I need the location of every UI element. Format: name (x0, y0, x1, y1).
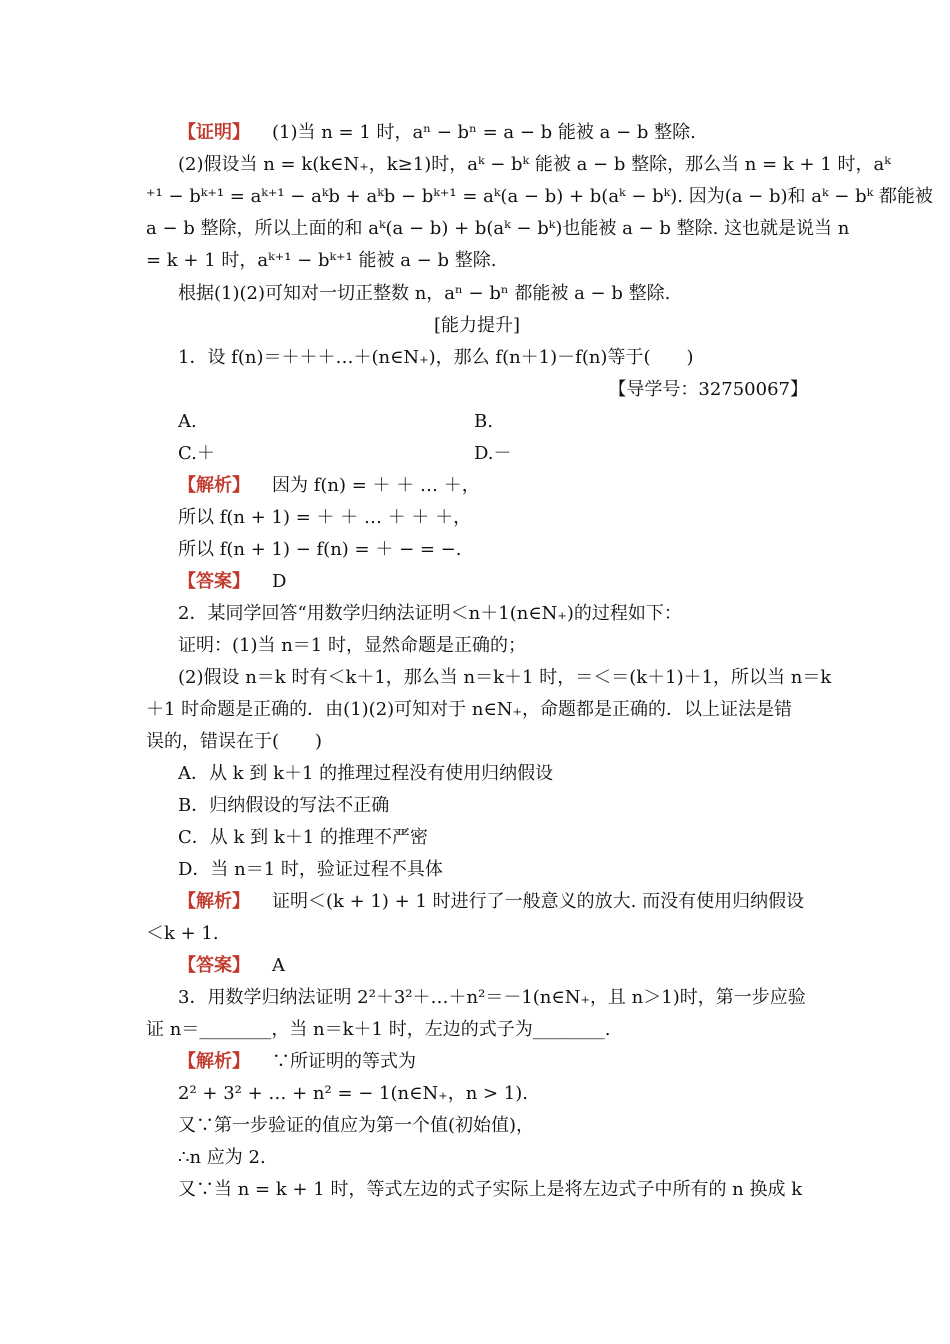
q2-answer: 【答案】 A (178, 955, 285, 976)
proof-line-5: = k + 1 时，aᵏ⁺¹ − bᵏ⁺¹ 能被 a − b 整除. (146, 250, 497, 271)
analysis-tag: 【解析】 (178, 1051, 250, 1072)
q1-option-c: C.＋ (178, 443, 215, 464)
proof-conclusion: 根据(1)(2)可知对一切正整数 n，aⁿ − bⁿ 都能被 a − b 整除. (178, 283, 671, 304)
q1-option-d: D.－ (474, 443, 512, 464)
q2-line-1: 证明：(1)当 n＝1 时，显然命题是正确的； (178, 635, 526, 656)
q3-analysis-5: 又∵当 n = k + 1 时，等式左边的式子实际上是将左边式子中所有的 n 换成 k (178, 1179, 803, 1200)
q1-option-b: B. (474, 411, 493, 432)
q2-option-a: A．从 k 到 k＋1 的推理过程没有使用归纳假设 (178, 763, 554, 784)
section-title: [能力提升] (433, 315, 521, 336)
proof-line-3: ⁺¹ − bᵏ⁺¹ = aᵏ⁺¹ − aᵏb + aᵏb − bᵏ⁺¹ = aᵏ(a − b) + b(aᵏ − bᵏ). 因为(a − b)和 aᵏ − bᵏ 都能被 (146, 186, 933, 207)
q1-options-ab (178, 411, 808, 433)
q3-analysis-4: ∴n 应为 2. (178, 1147, 266, 1168)
q2-line-4: 误的，错误在于( ) (146, 731, 323, 752)
q1-stem: 1．设 f(n)＝＋＋＋…＋(n∈N₊)，那么 f(n＋1)－f(n)等于( ) (178, 347, 694, 368)
q1-analysis-1: 【解析】 因为 f(n) = ＋ ＋ … ＋， (178, 475, 480, 496)
answer-tag: 【答案】 (178, 955, 250, 976)
analysis-tag: 【解析】 (178, 475, 250, 496)
q3-analysis-3: 又∵第一步验证的值应为第一个值(初始值)， (178, 1115, 535, 1136)
q3-stem-1: 3．用数学归纳法证明 2²＋3²＋…＋n²＝－1(n∈N₊，且 n＞1)时，第一步应验 (178, 987, 806, 1008)
q1-answer: 【答案】 D (178, 571, 287, 592)
q2-option-d: D．当 n＝1 时，验证过程不具体 (178, 859, 443, 880)
q1-analysis-3: 所以 f(n + 1) − f(n) = ＋ − = −. (178, 539, 462, 560)
q2-option-c: C．从 k 到 k＋1 的推理不严密 (178, 827, 428, 848)
q2-line-2: (2)假设 n＝k 时有＜k＋1，那么当 n＝k＋1 时，＝＜＝(k＋1)＋1，所以当 n＝k (178, 667, 832, 688)
q3-analysis-1: 【解析】 ∵所证明的等式为 (178, 1051, 416, 1072)
analysis-tag: 【解析】 (178, 891, 250, 912)
proof-line-2: (2)假设当 n = k(k∈N₊，k≥1)时，aᵏ − bᵏ 能被 a − b 整除，那么当 n = k + 1 时，aᵏ (178, 154, 891, 175)
q2-option-b: B．归纳假设的写法不正确 (178, 795, 390, 816)
proof-line-4: a − b 整除，所以上面的和 aᵏ(a − b) + b(aᵏ − bᵏ)也能被 a − b 整除. 这也就是说当 n (146, 218, 850, 239)
q1-analysis-2: 所以 f(n + 1) = ＋ ＋ … ＋ ＋ ＋， (178, 507, 472, 528)
q3-analysis-2: 2² + 3² + … + n² = − 1(n∈N₊，n > 1). (178, 1083, 529, 1104)
q3-stem-2: 证 n＝________，当 n＝k＋1 时，左边的式子为________. (146, 1019, 611, 1040)
q2-analysis-1: 【解析】 证明＜(k + 1) + 1 时进行了一般意义的放大. 而没有使用归纳假设 (178, 891, 805, 912)
q1-guide-number: 【导学号：32750067】 (608, 379, 808, 400)
proof-tag: 【证明】 (178, 122, 250, 143)
q1-option-a: A. (178, 411, 197, 432)
q2-line-3: ＋1 时命题是正确的．由(1)(2)可知对于 n∈N₊，命题都是正确的．以上证法是错 (146, 699, 793, 720)
answer-tag: 【答案】 (178, 571, 250, 592)
q1-options-cd (178, 443, 808, 465)
q2-stem: 2．某同学回答“用数学归纳法证明＜n＋1(n∈N₊)的过程如下： (178, 603, 682, 624)
proof-line-1: 【证明】 (1)当 n = 1 时，aⁿ − bⁿ = a − b 能被 a − b 整除. (178, 122, 696, 143)
q2-analysis-2: ＜k + 1. (146, 923, 219, 944)
